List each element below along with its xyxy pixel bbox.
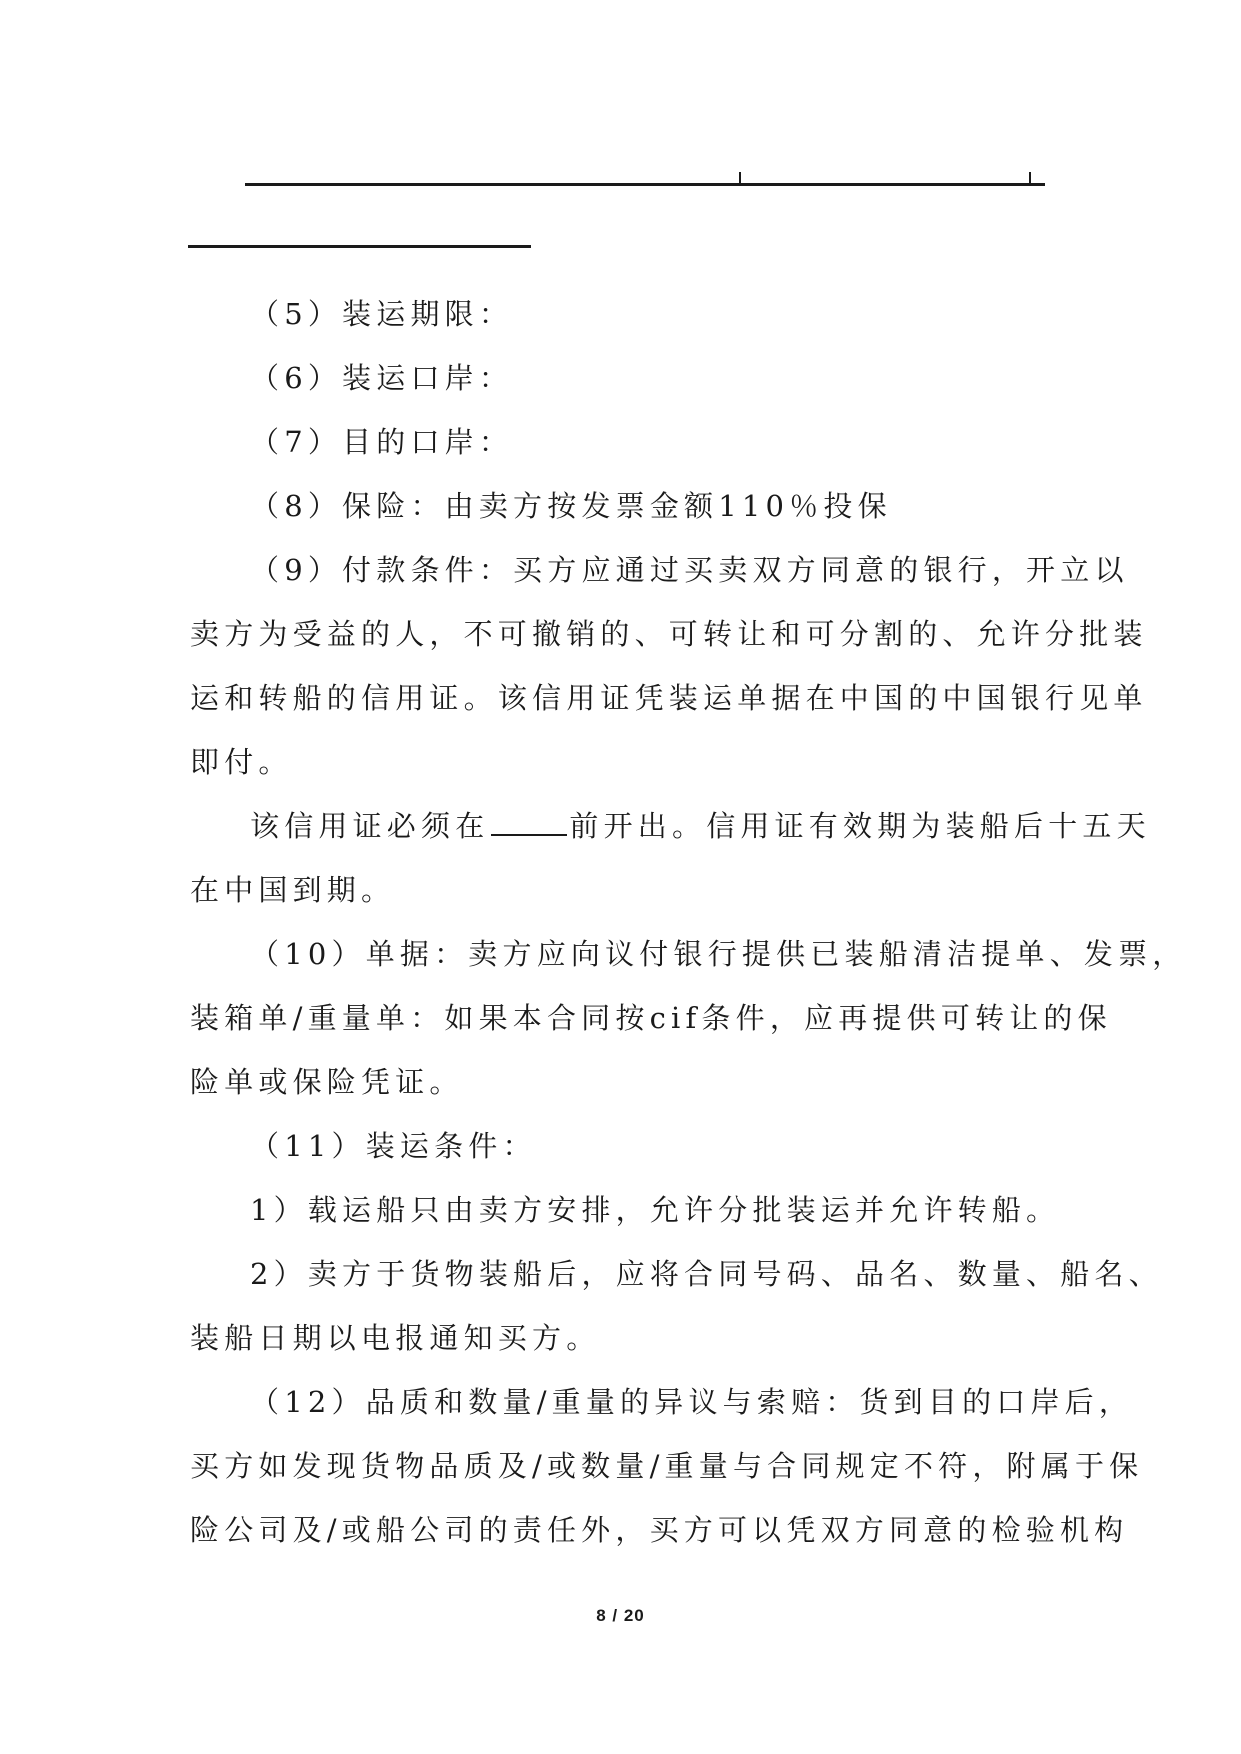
lc-deadline-text-a: 该信用证必须在 — [250, 809, 490, 843]
lc-deadline-line-1 — [250, 806, 1151, 846]
clause-shipment-period: （5）装运期限： — [250, 297, 514, 331]
form-underline — [245, 183, 1045, 186]
clause-payment-line-4: 即付。 — [190, 745, 293, 779]
clause-payment-line-2: 卖方为受益的人，不可撤销的、可转让和可分割的、允许分批装 — [190, 617, 1148, 651]
clause-documents-line-1: （10）单据：卖方应向议付银行提供已装船清洁提单、发票， — [250, 937, 1187, 971]
shipping-term-2-line-1: 2）卖方于货物装船后，应将合同号码、品名、数量、船名、 — [250, 1257, 1163, 1291]
clause-claims-line-1: （12）品质和数量/重量的异议与索赔：货到目的口岸后， — [250, 1385, 1134, 1419]
clause-port-of-loading: （6）装运口岸： — [250, 361, 514, 395]
clause-insurance: （8）保险：由卖方按发票金额110％投保 — [250, 489, 892, 523]
clause-documents-line-2: 装箱单/重量单：如果本合同按cif条件，应再提供可转让的保 — [190, 1001, 1112, 1035]
clause-payment-line-3: 运和转船的信用证。该信用证凭装运单据在中国的中国银行见单 — [190, 681, 1148, 715]
clause-documents-line-3: 险单或保险凭证。 — [190, 1065, 464, 1099]
form-underline-row-2 — [188, 218, 531, 248]
clause-claims-line-2: 买方如发现货物品质及/或数量/重量与合同规定不符，附属于保 — [190, 1449, 1144, 1483]
page-number: 8 / 20 — [596, 1606, 645, 1625]
form-underline-tick — [1029, 172, 1031, 186]
clause-claims-line-3: 险公司及/或船公司的责任外，买方可以凭双方同意的检验机构 — [190, 1513, 1129, 1547]
clause-payment-line-1: （9）付款条件：买方应通过买卖双方同意的银行，开立以 — [250, 553, 1129, 587]
clause-shipping-terms: （11）装运条件： — [250, 1129, 537, 1163]
form-underline — [188, 245, 531, 248]
shipping-term-1: 1）载运船只由卖方安排，允许分批装运并允许转船。 — [250, 1193, 1061, 1227]
lc-deadline-text-b: 前开出。信用证有效期为装船后十五天 — [569, 809, 1151, 843]
form-underline-row-1 — [245, 156, 1045, 186]
shipping-term-2-line-2: 装船日期以电报通知买方。 — [190, 1321, 601, 1355]
lc-deadline-blank[interactable] — [491, 808, 567, 836]
lc-deadline-line-2: 在中国到期。 — [190, 873, 396, 907]
clause-port-of-destination: （7）目的口岸： — [250, 425, 514, 459]
form-underline-tick — [739, 172, 741, 186]
